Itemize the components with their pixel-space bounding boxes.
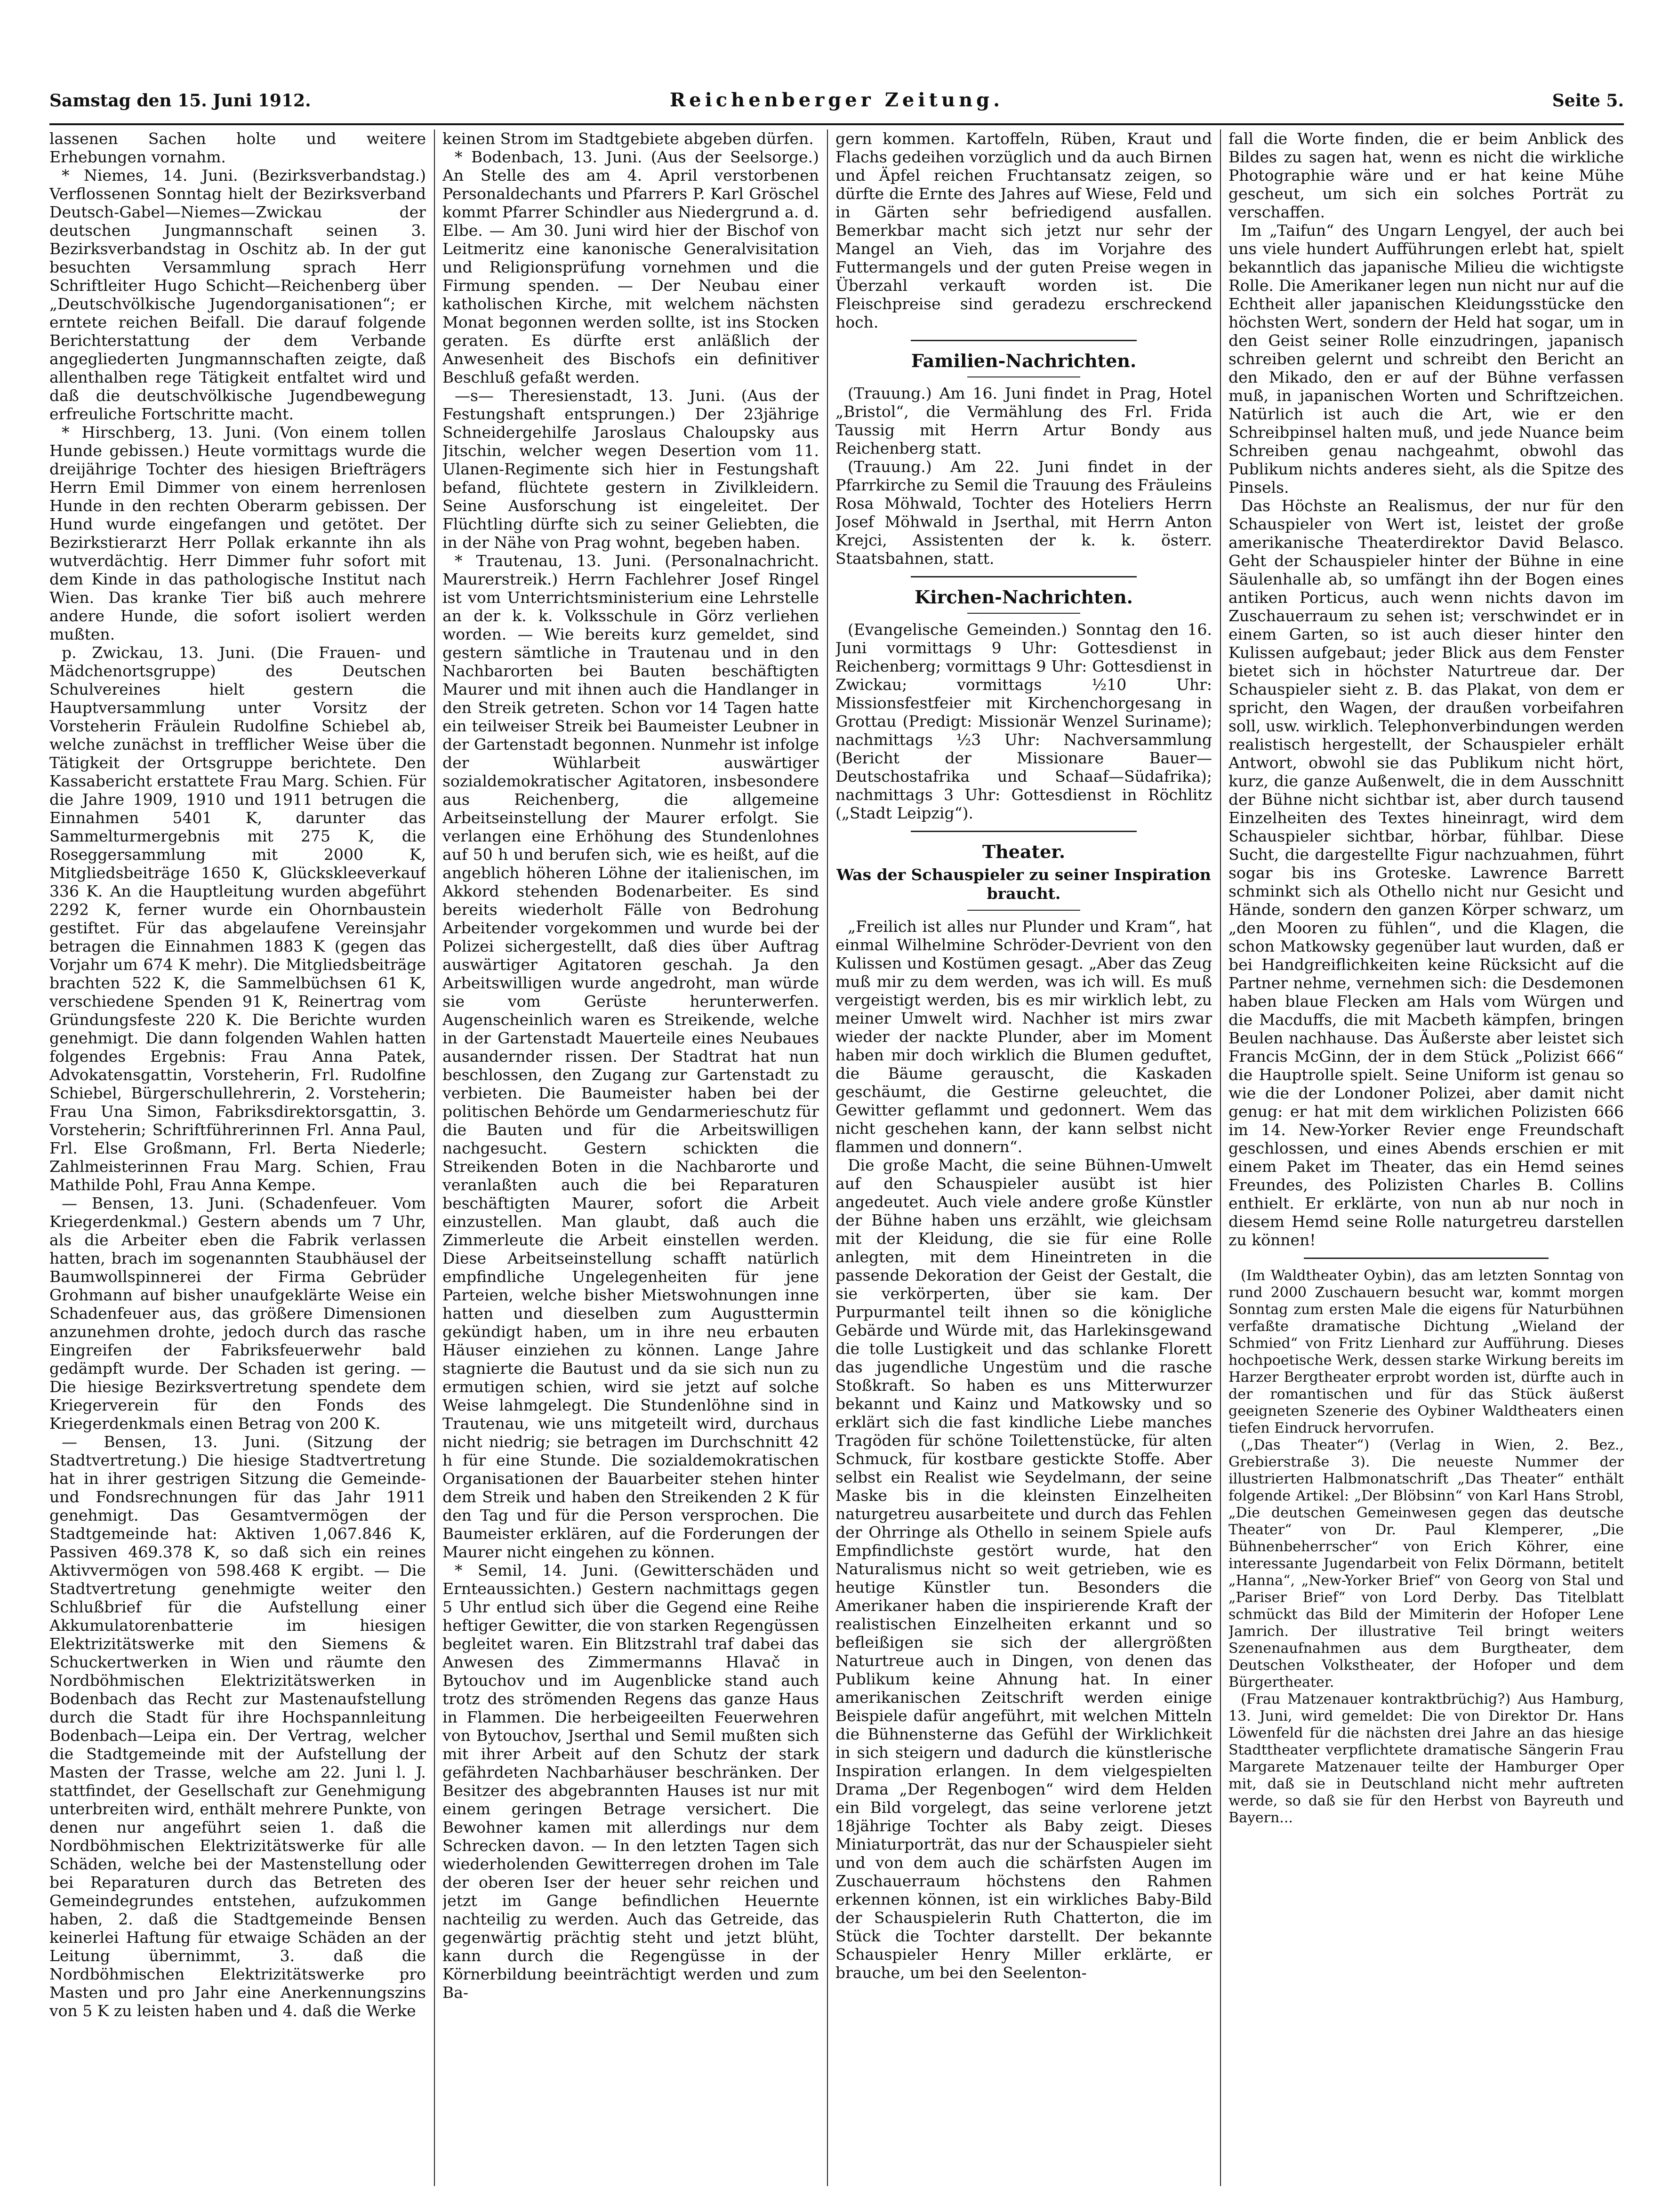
article-paragraph: keinen Strom im Stadtgebiete abgeben dürfen. — [442, 129, 814, 148]
column-rule — [434, 129, 435, 2186]
column-4 — [1228, 129, 1624, 2186]
page-header — [49, 87, 1624, 120]
theater-notice: („Das Theater“) (Verlag in Wien, 2. Bez., Grebierstraße 3). Die neueste Nummer der illustrierten Halbmonatschrift „Das Theater“ enthält folgende Artikel: „Der Blöbsinn“ von Karl Hans Strobl, „Die deutschen Gemeinwesen gegen das deutsche Theater“ von Dr. Paul Klemperer, „Die Bühnenbeherrscher“ von Erich Köhrer, eine interessante Jugendarbeit von Felix Dörmann, betitelt „Hanna“, „New-Yorker Brief“ von Georg von Stal und „Pariser Brief“ von Lord Derby. Das Titelblatt schmückt das Bild der Mimiterin der Hofoper Lene Jamrich. Der illustrative Teil bringt weiters Szenenaufnahmen aus dem Burgtheater, dem Deutschen Volkstheater, der Hofoper und dem Bürgertheater. — [1228, 1437, 1624, 1691]
section-rule — [911, 340, 1137, 341]
section-rule — [967, 613, 1080, 614]
article-paragraph: Die große Macht, die seine Bühnen-Umwelt auf den Schauspieler ausübt ist hier angedeutet. Auch viele andere große Künstler der Bühne haben uns erzählt, wie gleichsam mit der Kleidung, die sie für eine Rolle anlegten, mit dem Hineintreten in die passende Dekoration der Geist der Gestalt, die sie verkörperten, über sie kam. Der Purpurmantel teilt ihnen so die königliche Gebärde und Würde mit, das Harlekinsgewand die tolle Lustigkeit und das schlanke Florett das jugendliche Ungestüm und die rasche Stoßkraft. So haben es uns Mitterwurzer bekannt und Kainz und Matkowsky und so erklärt sich die fast kindliche Liebe manches Tragöden für schöne Toilettenstücke, für alten Schmuck, für kostbare gestickte Stoffe. Aber selbst ein Realist wie Seydelmann, der seine Maske bis in die kleinsten Einzelheiten naturgetreu ausarbeitete und durch das Fehlen der Ohrringe als Othello in seinem Spiele aufs Empfindlichste gestört wurde, hat den Naturalismus nicht so weit getrieben, wie es heutige Künstler tun. Besonders die Amerikaner haben die inspirierende Kraft der realistischen Einzelheiten erkannt und so befleißigen sie sich der allergrößten Naturtreue auch in Dingen, von denen das Publikum keine Ahnung hat. In einer amerikanischen Zeitschrift werden einige Beispiele dafür angeführt, mit welchen Mitteln die Bühnensterne das Gefühl der Wirklichkeit in sich steigern und dadurch die künstlerische Inspiration erlangen. In dem vielgespielten Drama „Der Regenbogen“ wird dem Helden ein Bild vorgelegt, das seine verlorene jetzt 18jährige Tochter als Baby zeigt. Dieses Miniaturporträt, das nur der Schauspieler sieht und von dem auch die schärfsten Augen im Zuschauerraum höchstens den Rahmen erkennen können, ist ein wirkliches Baby-Bild der Schauspielerin Ruth Chatterton, die im Stück die Tochter darstellt. Der bekannte Schauspieler Henry Miller erklärte, er brauche, um bei den Seelenton- — [835, 1156, 1212, 1982]
article-paragraph: —s— Theresienstadt, 13. Juni. (Aus der Festungshaft entsprungen.) Der 23jährige Schneidergehilfe Jaroslaus Chaloupsky aus Jitschin, welcher wegen Desertion vom 11. Ulanen-Regimente sich hier in Festungshaft befand, flüchtete gestern in Zivilkleidern. Seine Ausforschung ist eingeleitet. Der Flüchtling dürfte sich zu seiner Geliebten, die in der Nähe von Prag wohnt, begeben haben. — [442, 386, 819, 552]
article-paragraph: gern kommen. Kartoffeln, Rüben, Kraut und Flachs gedeihen vorzüglich und da auch Birnen und Äpfel reichen Fruchtansatz zeigen, so dürfte die Ernte des Jahres auf Wiese, Feld und in Gärten sehr befriedigend ausfallen. Bemerkbar macht sich jetzt nur sehr der Mangel an Vieh, das im Vorjahre des Futtermangels und der guten Preise wegen in Überzahl verkauft worden ist. Die Fleischpreise sind geradezu erschreckend hoch. — [835, 129, 1212, 331]
article-paragraph: — Bensen, 13. Juni. (Schadenfeuer. Vom Kriegerdenkmal.) Gestern abends um 7 Uhr, als die Arbeiter eben die Fabrik verlassen hatten, brach im sogenannten Staubhäusel der Baumwollspinnerei der Firma Gebrüder Grohmann auf bisher unaufgeklärte Weise ein Schadenfeuer aus, das größere Dimensionen anzunehmen drohte, jedoch durch das rasche Eingreifen der Fabriksfeuerwehr bald gedämpft wurde. Der Schaden ist gering. — Die hiesige Bezirksvertretung spendete dem Kriegerverein für den Fonds des Kriegerdenkmals einen Betrag von 200 K. — [49, 1194, 426, 1433]
issue-date: Samstag den 15. Juni 1912. — [49, 91, 311, 111]
article-paragraph: * Trautenau, 13. Juni. (Personalnachricht. Maurerstreik.) Herrn Fachlehrer Josef Ringel ist vom Unterrichtsministerium eine Lehrstelle an der k. k. Volksschule in Görz verliehen worden. — Wie bereits kurz gemeldet, sind gestern sämtliche in Trautenau und in den Nachbarorten bei Bauten beschäftigten Maurer und mit ihnen auch die Handlanger in den Streik getreten. Schon vor 14 Tagen hatte ein teilweiser Streik bei Baumeister Leubner in der Gartenstadt begonnen. Nunmehr ist infolge der Wühlarbeit auswärtiger sozialdemokratischer Agitatoren, insbesondere aus Reichenberg, die allgemeine Arbeitseinstellung der Maurer erfolgt. Sie verlangen eine Erhöhung des Stundenlohnes auf 50 h und berufen sich, wie es heißt, auf die angeblich höheren Löhne der italienischen, im Akkord stehenden Bodenarbeiter. Es sind bereits wiederholt Fälle von Bedrohung Arbeitender vorgekommen und wurde bei der Polizei sichergestellt, daß dies über Auftrag auswärtiger Agitatoren geschah. Ja den Arbeitswilligen wurde angedroht, man würde sie vom Gerüste herunterwerfen. Augenscheinlich waren es Streikende, welche in der Gartenstadt Mauerteile eines Neubaues ausandernder rissen. Der Stadtrat hat nun beschlossen, den Zugang zur Gartenstadt zu verbieten. Die Baumeister haben bei der politischen Behörde um Gendarmerieschutz für die Bauten und für die Arbeitswilligen nachgesucht. Gestern schickten die Streikenden Boten in die Nachbarorte und veranlaßten auch die bei Reparaturen beschäftigten Maurer, sofort die Arbeit einzustellen. Man glaubt, daß auch die Zimmerleute die Arbeit einstellen werden. Diese Arbeitseinstellung schafft natürlich empfindliche Ungelegenheiten für jene Parteien, welche bisher Mietswohnungen inne hatten und dieselben zum Augusttermin gekündigt haben, um in ihre neu erbauten Häuser einziehen zu können. Lange Jahre stagnierte die Bautust und da sie sich nun zu ermutigen schien, wird sie jetzt auf solche Weise lahmgelegt. Die Stundenlöhne sind in Trautenau, wie uns mitgeteilt wird, durchaus nicht niedrig; sie betragen im Durchschnitt 42 h für eine Stunde. Die sozialdemokratischen Organisationen der Bauarbeiter stehen hinter dem Streik und haben den Streikenden 2 K für den Tag und für die Person versprochen. Die Baumeister erklären, auf die Forderungen der Maurer nicht eingehen zu können. — [442, 552, 819, 1561]
article-paragraph: * Niemes, 14. Juni. (Bezirksverbandstag.) Verflossenen Sonntag hielt der Bezirksverband Deutsch-Gabel—Niemes—Zwickau der deutschen Jungmannschaft seinen 3. Bezirksverbandstag in Oschitz ab. In der gut besuchten Versammlung sprach Herr Schriftleiter Hugo Schicht—Reichenberg über „Deutschvölkische Jugendorganisationen“; er erntete reichen Beifall. Die darauf folgende Berichterstattung der dem Verbande angegliederten Jungmannschaften zeigte, daß allenthalben rege Tätigkeit entfaltet wird und daß die deutschvölkische Jugendbewegung erfreuliche Fortschritte macht. — [49, 166, 426, 423]
column-rule — [1220, 129, 1221, 2186]
article-paragraph: * Hirschberg, 13. Juni. (Von einem tollen Hunde gebissen.) Heute vormittags wurde die dreijährige Tochter des hiesigen Briefträgers Herrn Emil Dimmer von einem herrenlosen Hunde in den rechten Oberarm gebissen. Der Hund wurde eingefangen und getötet. Der Bezirkstierarzt Herr Pollak erkannte ihn als wutverdächtig. Herr Dimmer fuhr sofort mit dem Kinde in das pathologische Institut nach Wien. Das kranke Tier biß auch mehrere andere Hunde, die sofort isoliert werden mußten. — [49, 423, 426, 643]
article-paragraph: fall die Worte finden, die er beim Anblick des Bildes zu sagen hat, wenn es nicht die wirkliche Photographie wäre und er hat keine Mühe gescheut, um sich ein solches Porträt zu verschaffen. — [1228, 129, 1624, 221]
family-notice: (Trauung.) Am 22. Juni findet in der Pfarrkirche zu Semil die Trauung des Fräuleins Rosa Möhwald, Tochter des Hoteliers Herrn Josef Möhwald in Jserthal, mit Herrn Anton Krejci, Assistenten der k. k. österr. Staatsbahnen, statt. — [835, 457, 1212, 568]
article-title: Was der Schauspieler zu seiner Inspiration braucht. — [836, 866, 1211, 903]
section-rule — [967, 910, 1080, 911]
article-paragraph: Das Höchste an Realismus, der nur für den Schauspieler von Wert ist, leistet der große amerikanische Theaterdirektor David Belasco. Geht der Schauspieler hinter der Bühne in eine Säulenhalle ab, so umfängt ihn der Bogen eines antiken Porticus, auch wenn nichts davon im Zuschauerraum zu sehen ist; verschwindet er in einem Garten, so ist auch dieser hinter den Kulissen aufgebaut; jeder Blick aus dem Fenster bietet sich in höchster Naturtreue dar. Der Schauspieler sieht z. B. das Plakat, von dem er spricht, den Wagen, der draußen vorbeifahren soll, usw. wirklich. Telephonverbindungen werden realistisch hergestellt, der Schauspieler erhält Antwort, obwohl sie das Publikum nicht hört, kurz, die ganze Außenwelt, die in dem Ausschnitt der Bühne nicht sichtbar ist, aber durch tausend Einzelheiten des Textes hineinragt, wird dem Schauspieler sichtbar, hörbar, fühlbar. Diese Sucht, die dargestellte Figur nachzuahmen, führt sogar bis ins Groteske. Lawrence Barrett schminkt sich als Othello nicht nur Gesicht und Hände, sondern den ganzen Körper schwarz, um „den Mooren zu fühlen“, und die Klagen, die schon Matkowsky gegenüber laut wurden, daß er bei Handgreiflichkeiten keine Rücksicht auf die Partner nehme, vernehmen sich: die Desdemonen haben blaue Flecken am Hals vom Würgen und die Macduffs, die mit Macbeth kämpfen, bringen Beulen nachhause. Das Äußerste aber leistet sich Francis McGinn, der in dem Stück „Polizist 666“ die Hauptrolle spielt. Seine Uniform ist genau so wie die der Londoner Polizei, aber damit nicht genug: er hat mit dem wirklichen Polizisten 666 im 14. New-Yorker Revier enge Freundschaft geschlossen, und eines Abends erschien er mit einem Paket im Theater, das ein Hemd seines Freundes, des Polizisten Charles B. Collins enthielt. Er erklärte, von nun ab nur noch in diesem Hemd seine Rolle naturgetreu darstellen zu können! — [1228, 497, 1624, 1249]
article-paragraph: „Freilich ist alles nur Plunder und Kram“, hat einmal Wilhelmine Schröder-Devrient von den Kulissen und Kostümen gesagt. „Aber das Zeug muß mir zu dem werden, was ich will. Es muß vergeistigt werden, bis es mir wirklich lebt, zu meiner Umwelt wird. Nachher ist mirs zwar wieder der nackte Plunder, aber im Moment haben mir doch wirklich die Blumen geduftet, die Bäume gerauscht, die Kaskaden geschäumt, die Gestirne geleuchtet, die Gewitter geflammt und gedonnert. Wem das nicht geschehen kann, der kann selbst nicht flammen und donnern“. — [835, 917, 1212, 1156]
header-rule — [49, 123, 1624, 125]
section-rule — [1304, 1258, 1549, 1259]
column-1 — [49, 129, 426, 2186]
section-rule — [911, 831, 1137, 832]
article-paragraph: lassenen Sachen holte und weitere Erhebungen vornahm. — [49, 129, 426, 166]
article-paragraph: * Semil, 14. Juni. (Gewitterschäden und Ernteaussichten.) Gestern nachmittags gegen 5 Uhr entlud sich über die Gegend eine Reihe heftiger Gewitter, die von starken Regengüssen begleitet waren. Ein Blitzstrahl traf dabei das Anwesen des Zimmermanns Hlavač in Bytouchov und im Augenblicke stand auch trotz des strömenden Regens das ganze Haus in Flammen. Die herbeigeeilten Feuerwehren von Bytouchov, Jserthal und Semil mußten sich mit ihrer Arbeit auf den Schutz der stark gefährdeten Nachbarhäuser beschränken. Der Besitzer des abgebrannten Hauses ist nur mit einem geringen Betrage versichert. Die Bewohner kamen mit allerdings nur dem Schrecken davon. — In den letzten Tagen sich wiederholenden Gewitterregen drohen im Tale der oberen Iser der heuer sehr reichen und jetzt im Gange befindlichen Heuernte nachteilig zu werden. Auch das Getreide, das gegenwärtig prächtig steht und jetzt blüht, kann durch die Regengüsse in der Körnerbildung beeinträchtigt werden und zum Ba- — [442, 1561, 819, 2002]
church-notice: (Evangelische Gemeinden.) Sonntag den 16. Juni vormittags 9 Uhr: Gottesdienst in Reichenberg; vormittags 9 Uhr: Gottesdienst in Zwickau; vormittags ½10 Uhr: Missionsfestfeier mit Kirchenchorgesang in Grottau (Predigt: Missionär Wenzel Suriname); nachmittags ½3 Uhr: Nachversammlung (Bericht der Missionare Bauer—Deutschostafrika und Schaaf—Südafrika); nachmittags 3 Uhr: Gottesdienst in Röchlitz („Stadt Leipzig“). — [835, 620, 1212, 822]
article-paragraph: Im „Taifun“ des Ungarn Lengyel, der auch bei uns viele hundert Aufführungen erlebt hat, spielt bekanntlich das japanische Milieu die wichtigste Rolle. Die Amerikaner legen nun nicht nur auf die Echtheit aller japanischen Kleidungsstücke den höchsten Wert, sondern der Held hat sogar, um in den Geist seiner Rolle einzudringen, japanisch schreiben gelernt und schreibt den Bericht an den Mikado, den er auf der Bühne verfassen muß, in japanischen Worten und Schriftzeichen. Natürlich ist auch die Art, wie er den Schreibpinsel halten muß, und jede Nuance beim Schreiben genau nachgeahmt, obwohl das Publikum nichts anderes sieht, als die Spitze des Pinsels. — [1228, 221, 1624, 497]
section-rule — [911, 576, 1137, 577]
article-paragraph: * Bodenbach, 13. Juni. (Aus der Seelsorge.) An Stelle des am 4. April verstorbenen Personaldechants und Pfarrers P. Karl Gröschel kommt Pfarrer Schindler aus Niedergrund a. d. Elbe. — Am 30. Juni wird hier der Bischof von Leitmeritz eine kanonische Generalvisitation und Religionsprüfung vornehmen und die Firmung spenden. — Der Neubau einer katholischen Kirche, mit welchem nächsten Monat begonnen werden sollte, ist ins Stocken geraten. Es dürfte erst anläßlich der Anwesenheit des Bischofs ein definitiver Beschluß gefaßt werden. — [442, 148, 819, 386]
column-rule — [827, 129, 828, 2186]
page-number: Seite 5. — [1552, 91, 1624, 111]
section-heading-theater: Theater. — [982, 841, 1066, 862]
theater-notice: (Frau Matzenauer kontraktbrüchig?) Aus Hamburg, 13. Juni, wird gemeldet: Die von Direktor Dr. Hans Löwenfeld für die nächsten drei Jahre an das hiesige Stadttheater verpflichtete dramatische Sängerin Frau Margarete Matzenauer teilte der Hamburger Oper mit, daß sie in Deutschland nicht mehr auftreten werde, so daß sie für den Herbst von Bayreuth und Bayern... — [1228, 1691, 1624, 1826]
theater-notice: (Im Waldtheater Oybin), das am letzten Sonntag von rund 2000 Zuschauern besucht war, kommt morgen Sonntag zum ersten Male die eigens für Naturbühnen verfaßte dramatische Dichtung „Wieland der Schmied“ von Fritz Lienhard zur Aufführung. Dieses hochpoetische Werk, dessen starke Wirkung bereits im Harzer Bergtheater erprobt worden ist, dürfte auch in der romantischen und für das Stück äußerst geeigneten Szenerie des Oybiner Waldtheaters einen tiefen Eindruck hervorrufen. — [1228, 1267, 1624, 1436]
column-3 — [835, 129, 1212, 2186]
column-2 — [442, 129, 819, 2186]
family-notice: (Trauung.) Am 16. Juni findet in Prag, Hotel „Bristol“, die Vermählung des Frl. Frida Taussig mit Herrn Artur Bondy aus Reichenberg statt. — [835, 384, 1212, 457]
article-paragraph: — Bensen, 13. Juni. (Sitzung der Stadtvertretung.) Die hiesige Stadtvertretung hat in ihrer gestrigen Sitzung die Gemeinde- und Fondsrechnungen für das Jahr 1911 genehmigt. Das Gesamtvermögen der Stadtgemeinde hat: Aktiven 1,067.846 K, Passiven 469.378 K, so daß sich ein reines Aktivvermögen von 598.468 K ergibt. — Die Stadtvertretung genehmigte weiter den Schlußbrief für die Aufstellung einer Akkumulatorenbatterie im hiesigen Elektrizitätswerke mit den Siemens & Schuckertwerken in Wien und räumte den Nordböhmischen Elektrizitätswerken in Bodenbach das Recht zur Mastenaufstellung durch die Stadt für ihre Hochspannleitung Bodenbach—Leipa ein. Der Vertrag, welcher die Stadtgemeinde mit der Aufstellung der Masten der Trasse, welche am 22. Juni l. J. stattfindet, der Gesellschaft zur Genehmigung unterbreiten wird, enthält mehrere Punkte, von denen nur angeführt seien 1. daß die Nordböhmischen Elektrizitätswerke für alle Schäden, welche bei der Mastenstellung oder bei Reparaturen durch das Betreten des Gemeindegrundes entstehen, aufzukommen haben, 2. daß die Stadtgemeinde Bensen keinerlei Haftung für etwaige Schäden an der Leitung übernimmt, 3. daß die Nordböhmischen Elektrizitätswerke pro Masten und pro Jahr eine Anerkennungszins von 5 K zu leisten haben und 4. daß die Werke — [49, 1433, 426, 2020]
section-heading-church: Kirchen-Nachrichten. — [915, 586, 1133, 608]
newspaper-title: Reichenberger Zeitung. — [669, 89, 1004, 111]
section-heading-family: Familien-Nachrichten. — [911, 350, 1137, 371]
article-paragraph: p. Zwickau, 13. Juni. (Die Frauen- und Mädchenortsgruppe) des Deutschen Schulvereines hielt gestern die Hauptversammlung unter Vorsitz der Vorsteherin Fräulein Rudolfine Schiebel ab, welche zunächst in trefflicher Weise über die Tätigkeit der Ortsgruppe berichtete. Den Kassabericht erstattete Frau Marg. Schien. Für die Jahre 1909, 1910 und 1911 betrugen die Einnahmen 5401 K, darunter das Sammelturmergebnis mit 275 K, die Roseggersammlung mit 2000 K, Mitgliedsbeiträge 1650 K, Glückskleeverkauf 336 K. An die Hauptleitung wurden abgeführt 2292 K, ferner wurde ein Ohornbaustein gestiftet. Für das abgelaufene Vereinsjahr betragen die Einnahmen 1883 K (gegen das Vorjahr um 674 K mehr). Die Mitgliedsbeiträge brachten 522 K, die Sammelbüchsen 61 K, verschiedene Spenden 91 K, Reinertrag vom Gründungsfeste 220 K. Die Berichte wurden genehmigt. Die dann folgenden Wahlen hatten folgendes Ergebnis: Frau Anna Patek, Advokatensgattin, Vorsteherin, Frl. Rudolfine Schiebel, Bürgerschullehrerin, 2. Vorsteherin; Frau Una Simon, Fabriksdirektorsgattin, 3. Vorsteherin; Schriftführerinnen Frl. Anna Paul, Frl. Else Großmann, Frl. Berta Niederle; Zahlmeisterinnen Frau Marg. Schien, Frau Mathilde Pohl, Frau Anna Kempe. — [49, 643, 426, 1194]
